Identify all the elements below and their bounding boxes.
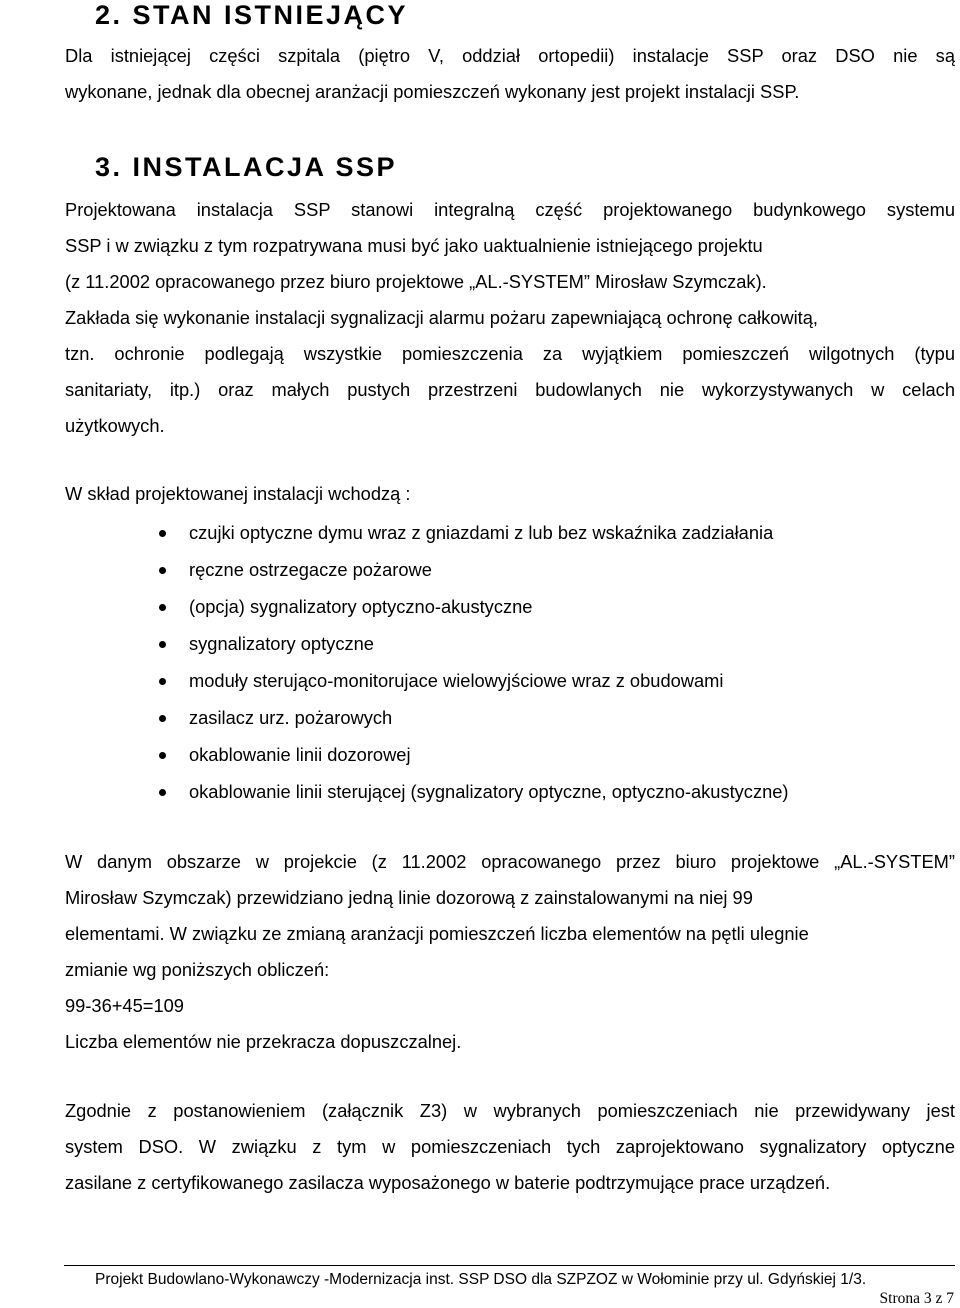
paragraph-line: system DSO. W związku z tym w pomieszczeniach tych zaprojektowano sygnalizatory optyczne	[65, 1136, 955, 1157]
section-3-paragraph-2	[65, 844, 955, 1060]
paragraph-line: Liczba elementów nie przekracza dopuszczalnej.	[65, 1031, 462, 1052]
paragraph-line: (z 11.2002 opracowanego przez biuro projektowe „AL.-SYSTEM” Mirosław Szymczak).	[65, 271, 767, 292]
section-3-paragraph-3	[65, 1093, 955, 1201]
section-2-heading: 2. STAN ISTNIEJĄCY	[95, 0, 409, 30]
paragraph-line: tzn. ochronie podlegają wszystkie pomieszczenia za wyjątkiem pomieszczeń wilgotnych (typu	[65, 343, 955, 364]
list-item-text: moduły sterująco-monitorujace wielowyjściowe wraz z obudowami	[189, 670, 724, 691]
list-item-text: ręczne ostrzegacze pożarowe	[189, 559, 432, 580]
list-item-text: sygnalizatory optyczne	[189, 633, 374, 654]
list-intro	[65, 476, 955, 512]
paragraph-line: Projektowana instalacja SSP stanowi integralną część projektowanego budynkowego systemu	[65, 199, 955, 220]
bullet-icon	[159, 567, 166, 574]
paragraph-line: Zgodnie z postanowieniem (załącznik Z3) w wybranych pomieszczeniach nie przewidywany jest	[65, 1100, 955, 1121]
list-item-text: (opcja) sygnalizatory optyczno-akustyczne	[189, 596, 533, 617]
list-item-text: czujki optyczne dymu wraz z gniazdami z lub bez wskaźnika zadziałania	[189, 522, 774, 543]
bullet-icon	[159, 678, 166, 685]
footer-project-title: Projekt Budowlano-Wykonawczy -Modernizacja inst. SSP DSO dla SZPZOZ w Wołominie przy ul. Gdyńskiej 1/3.	[95, 1271, 867, 1288]
paragraph-line: zmianie wg poniższych obliczeń:	[65, 959, 330, 980]
paragraph-line: wykonane, jednak dla obecnej aranżacji pomieszczeń wykonany jest projekt instalacji SSP.	[65, 81, 800, 102]
bullet-icon	[159, 641, 166, 648]
section-3-paragraph-1	[65, 192, 955, 444]
paragraph-line: Zakłada się wykonanie instalacji sygnalizacji alarmu pożaru zapewniającą ochronę całkowitą,	[65, 307, 818, 328]
calculation-line: 99-36+45=109	[65, 995, 184, 1016]
paragraph-line: elementami. W związku ze zmianą aranżacji pomieszczeń liczba elementów na pętli ulegnie	[65, 923, 809, 944]
list-item-text: okablowanie linii dozorowej	[189, 744, 411, 765]
footer-divider	[64, 1265, 955, 1266]
page-number: Strona 3 z 7	[879, 1290, 954, 1307]
list-intro-text: W skład projektowanej instalacji wchodzą :	[65, 483, 411, 504]
list-item-text: okablowanie linii sterującej (sygnalizatory optyczne, optyczno-akustyczne)	[189, 781, 789, 802]
bullet-icon	[159, 604, 166, 611]
paragraph-line: zasilane z certyfikowanego zasilacza wyposażonego w baterie podtrzymujące prace urządzeń.	[65, 1172, 831, 1193]
section-3-heading: 3. INSTALACJA SSP	[95, 152, 398, 182]
bullet-icon	[159, 530, 166, 537]
paragraph-line: Mirosław Szymczak) przewidziano jedną linie dozorową z zainstalowanymi na niej 99	[65, 887, 753, 908]
bullet-icon	[159, 789, 166, 796]
paragraph-line: Dla istniejącej części szpitala (piętro V, oddział ortopedii) instalacje SSP oraz DSO nie są	[65, 45, 955, 66]
paragraph-line: W danym obszarze w projekcie (z 11.2002 opracowanego przez biuro projektowe „AL.-SYSTEM”	[65, 851, 955, 872]
section-2-paragraph	[65, 38, 955, 110]
bullet-icon	[159, 715, 166, 722]
bullet-icon	[159, 752, 166, 759]
paragraph-line: sanitariaty, itp.) oraz małych pustych przestrzeni budowlanych nie wykorzystywanych w celach	[65, 379, 955, 400]
paragraph-line: użytkowych.	[65, 415, 165, 436]
paragraph-line: SSP i w związku z tym rozpatrywana musi być jako uaktualnienie istniejącego projektu	[65, 235, 763, 256]
list-item-text: zasilacz urz. pożarowych	[189, 707, 393, 728]
